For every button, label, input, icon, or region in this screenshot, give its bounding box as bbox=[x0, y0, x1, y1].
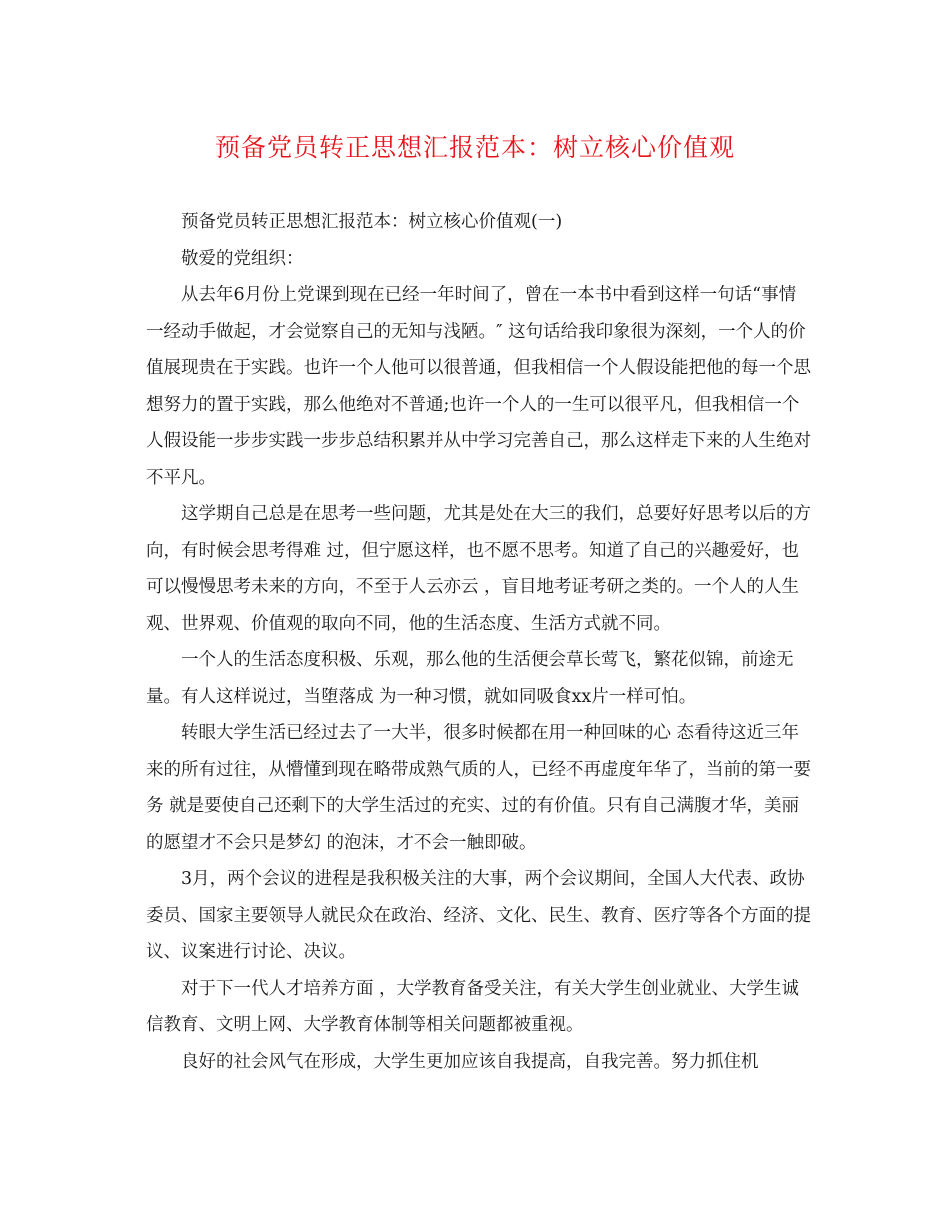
salutation-paragraph: 敬爱的党组织： bbox=[181, 248, 304, 269]
body-paragraph: 对于下一代人才培养方面 ，大学教育备受关注，有关大学生创业就业、大学生诚信教育、文明上网、大学教育体制等相关问题都被重视。 bbox=[146, 978, 800, 1035]
document-body bbox=[146, 204, 811, 1080]
body-paragraph: 一个人的生活态度积极、乐观，那么他的生活便会草长莺飞，繁花似锦，前途无量。有人这样说过，当堕落成 为一种习惯，就如同吸食xx片一样可怕。 bbox=[146, 650, 794, 707]
body-paragraph: 良好的社会风气在形成，大学生更加应该自我提高，自我完善。努力抓住机 bbox=[181, 1051, 759, 1072]
subtitle-paragraph: 预备党员转正思想汇报范本：树立核心价值观(一) bbox=[181, 212, 563, 232]
body-paragraph: 转眼大学生活已经过去了一大半，很多时候都在用一种回味的心 态看待这近三年来的所有过往，从懵懂到现在略带成熟气质的人，已经不再虚度年华了，当前的第一要务 就是要使自己还剩下的大学生活过的充实、过的有价值。只有自己满腹才华，美丽的愿望才不会只是梦幻 的泡沫，才不会一触即破。 bbox=[146, 723, 811, 853]
body-paragraph: 从去年6月份上党课到现在已经一年时间了，曾在一本书中看到这样一句话“事情一经动手做起，才会觉察自己的无知与浅陋。″ 这句话给我印象很为深刻，一个人的价值展现贵在于实践。也许一个人他可以很普通，但我相信一个人假设能把他的每一个思想努力的置于实践，那么他绝对不普通;也许一个人的一生可以很平凡，但我相信一个人假设能一步步实践一步步总结积累并从中学习完善自己，那么这样走下来的人生绝对不平凡。 bbox=[146, 285, 811, 488]
body-paragraph: 3月，两个会议的进程是我积极关注的大事，两个会议期间，全国人大代表、政协委员、国家主要领导人就民众在政治、经济、文化、民生、教育、医疗等各个方面的提议、议案进行讨论、决议。 bbox=[146, 869, 811, 962]
body-paragraph: 这学期自己总是在思考一些问题，尤其是处在大三的我们，总要好好思考以后的方向，有时候会思考得难 过，但宁愿这样，也不愿不思考。知道了自己的兴趣爱好，也可以慢慢思考未来的方向，不至于人云亦云 ，盲目地考证考研之类的。一个人的人生观、世界观、价值观的取向不同，他的生活态度、生活方式就不同。 bbox=[146, 504, 811, 634]
document-title: 预备党员转正思想汇报范本：树立核心价值观 bbox=[214, 133, 735, 162]
